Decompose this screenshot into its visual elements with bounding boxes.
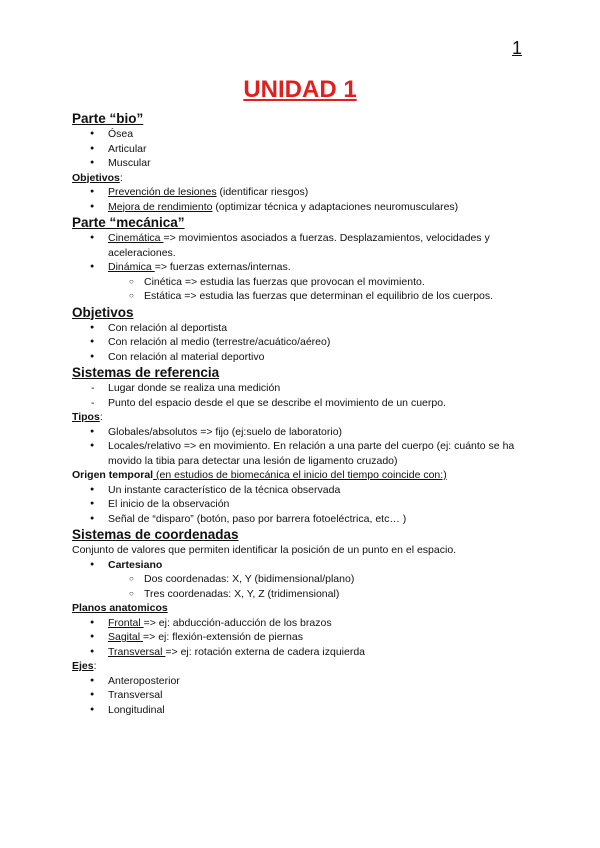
list-item: ● Ósea xyxy=(72,127,532,142)
heading-sistemas-referencia: Sistemas de referencia xyxy=(72,365,220,380)
coordenadas-list xyxy=(72,558,532,573)
colon: : xyxy=(93,660,97,672)
item-term: Cinemática xyxy=(108,232,164,244)
item-term: Dinámica xyxy=(108,261,155,273)
list-item: ● Señal de “disparo” (botón, paso por barrera fotoeléctrica, etc… ) xyxy=(72,512,532,527)
item-term: Prevención de lesiones xyxy=(108,186,217,198)
item-text: => ej: abducción-aducción de los brazos xyxy=(143,616,332,629)
list-item: ○ Tres coordenadas: X, Y, Z (tridimensional) xyxy=(72,587,532,602)
list-item: ● Globales/absolutos => fijo (ej:suelo de laboratorio) xyxy=(72,425,532,440)
page-number: 1 xyxy=(512,38,523,58)
list-item: ● Con relación al deportista xyxy=(72,321,532,336)
planos-anatomicos-heading: Planos anatomicos xyxy=(72,602,168,614)
coordenadas-intro: Conjunto de valores que permiten identificar la posición de un punto en el espacio. xyxy=(72,544,457,556)
heading-sistemas-coordenadas: Sistemas de coordenadas xyxy=(72,527,239,542)
list-item xyxy=(72,231,532,260)
heading-parte-mecanica: Parte “mecánica” xyxy=(72,215,185,230)
list-item xyxy=(72,260,532,275)
document-body xyxy=(72,110,532,717)
origen-temporal-label: Origen temporal xyxy=(72,469,154,481)
tipos-list xyxy=(72,425,532,469)
list-item xyxy=(72,630,532,645)
list-item: ● Cartesiano xyxy=(72,558,532,573)
list-item: ● Con relación al material deportivo xyxy=(72,350,532,365)
list-item: ○ Dos coordenadas: X, Y (bidimensional/plano) xyxy=(72,572,532,587)
list-item: ● Transversal xyxy=(72,688,532,703)
origen-temporal-note: (en estudios de biomecánica el inicio del tiempo coincide con:) xyxy=(153,469,447,481)
ejes-list xyxy=(72,674,532,718)
ejes-heading: Ejes xyxy=(72,660,94,672)
objetivos-bio-list xyxy=(72,185,532,214)
list-item: ● Longitudinal xyxy=(72,703,532,718)
origen-list xyxy=(72,483,532,527)
item-text: => movimientos asociados a fuerzas. Desplazamientos, velocidades y aceleraciones. xyxy=(108,232,490,259)
colon: : xyxy=(99,411,103,423)
list-item: ● El inicio de la observación xyxy=(72,497,532,512)
ejes-label xyxy=(72,659,532,674)
objetivos-bio-heading: Objetivos xyxy=(72,171,120,184)
dinamica-sublist xyxy=(72,275,532,304)
mecanica-list xyxy=(72,231,532,275)
list-item xyxy=(72,616,532,631)
objetivos-list xyxy=(72,321,532,365)
heading-objetivos: Objetivos xyxy=(72,304,134,320)
item-text: (optimizar técnica y adaptaciones neuromusculares) xyxy=(212,200,459,213)
item-term: Sagital xyxy=(108,631,144,643)
list-item xyxy=(72,645,532,660)
list-item: - Punto del espacio desde el que se describe el movimiento de un cuerpo. xyxy=(72,396,532,411)
item-text: => fuerzas externas/internas. xyxy=(154,261,291,273)
item-text: (identificar riesgos) xyxy=(216,186,309,198)
tipos-heading: Tipos xyxy=(72,411,100,423)
heading-parte-bio: Parte “bio” xyxy=(72,111,144,126)
list-item: ○ Cinética => estudia las fuerzas que provocan el movimiento. xyxy=(72,275,532,290)
list-item: ● Anteroposterior xyxy=(72,674,532,689)
planos-list xyxy=(72,616,532,660)
list-item xyxy=(72,185,532,200)
page-title: UNIDAD 1 xyxy=(243,76,357,103)
colon: : xyxy=(119,171,123,184)
item-text: => ej: rotación externa de cadera izquierda xyxy=(165,645,366,658)
objetivos-bio-label xyxy=(72,171,532,186)
item-term: Frontal xyxy=(108,616,144,629)
tipos-label xyxy=(72,410,532,425)
list-item xyxy=(72,200,532,215)
list-item: - Lugar donde se realiza una medición xyxy=(72,381,532,396)
list-item: ● Con relación al medio (terrestre/acuático/aéreo) xyxy=(72,335,532,350)
item-term: Transversal xyxy=(108,645,166,658)
referencia-list xyxy=(72,381,532,410)
list-item: ● Articular xyxy=(72,142,532,157)
list-item: ○ Estática => estudia las fuerzas que determinan el equilibrio de los cuerpos. xyxy=(72,289,532,304)
list-item: ● Un instante característico de la técnica observada xyxy=(72,483,532,498)
item-term: Mejora de rendimiento xyxy=(108,200,213,213)
bio-list xyxy=(72,127,532,171)
origen-temporal-line xyxy=(72,468,532,483)
cartesiano-sublist xyxy=(72,572,532,601)
item-text: => ej: flexión-extensión de piernas xyxy=(143,631,303,643)
list-item: ● Muscular xyxy=(72,156,532,171)
list-item: ● Locales/relativo => en movimiento. En relación a una parte del cuerpo (ej: cuánto se ha movido la tibia para detectar una lesión de ligamento cruzado) xyxy=(72,439,532,468)
